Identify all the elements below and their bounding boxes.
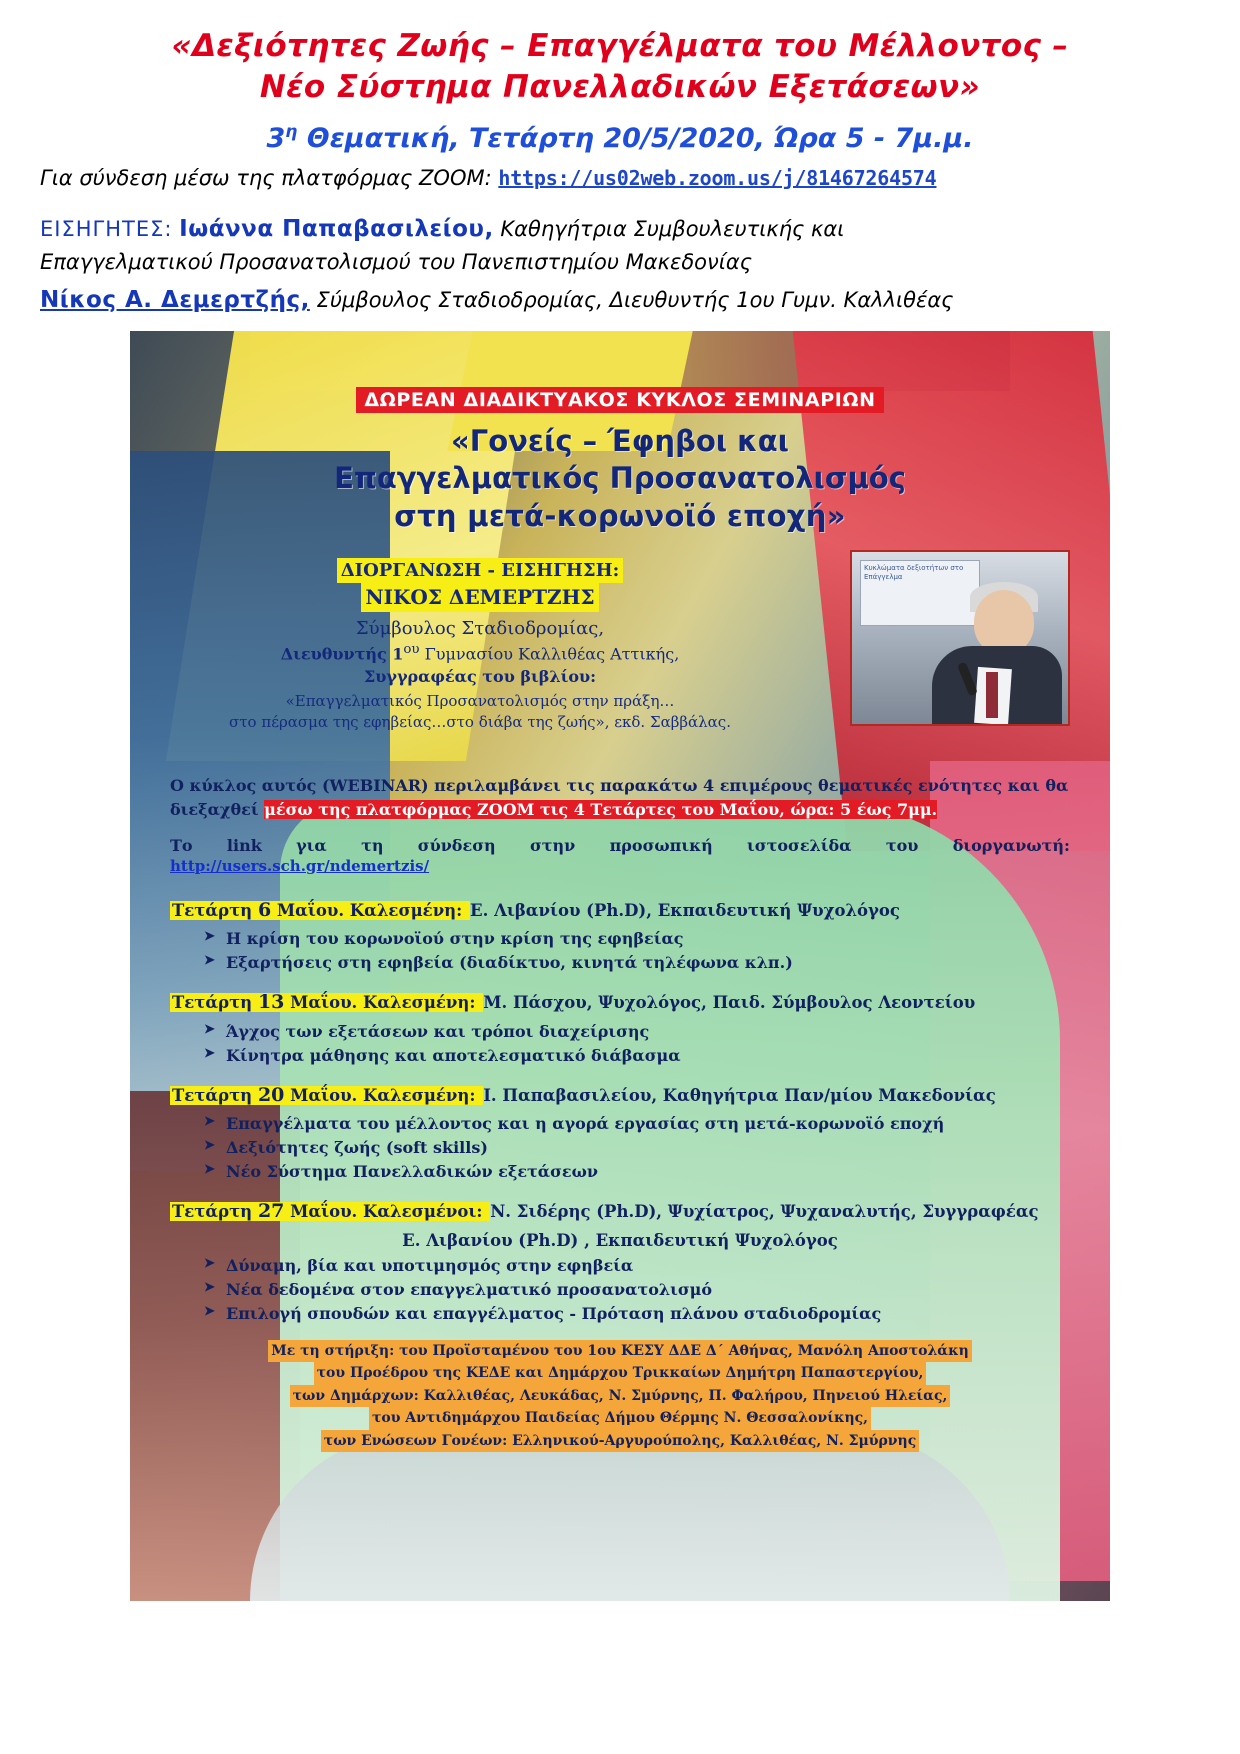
session-2-bullets xyxy=(204,1020,1070,1068)
subtitle-ordinal: η xyxy=(285,121,298,142)
list-item: ➤ Άγχος των εξετάσεων και τρόποι διαχείρισης xyxy=(204,1020,1070,1044)
support-line-3: των Δημάρχων: Καλλιθέας, Λευκάδας, Ν. Σμύρνης, Π. Φαλήρου, Πηνειού Ηλείας, xyxy=(290,1385,951,1407)
session-item xyxy=(170,897,1070,976)
organizer-position-prefix: Διευθυντής 1 xyxy=(280,644,404,664)
session-1-guest: Ε. Λιβανίου (Ph.D), Εκπαιδευτική Ψυχολόγος xyxy=(470,900,900,920)
list-item: ➤ Κίνητρα μάθησης και αποτελεσματικό διάβασμα xyxy=(204,1044,1070,1068)
session-3-date-rest: Μαΐου. Καλεσμένη: xyxy=(284,1085,482,1105)
organizer-name-text: ΝΙΚΟΣ ΔΕΜΕΡΤΖΗΣ xyxy=(361,583,598,611)
personal-site-line xyxy=(170,836,1070,855)
site-line-word-2: για xyxy=(296,835,327,855)
session-4-bullets xyxy=(204,1254,1070,1326)
poster-title xyxy=(170,423,1070,536)
support-block xyxy=(170,1340,1070,1452)
session-3-guest: Ι. Παπαβασιλείου, Καθηγήτρια Παν/μίου Μακεδονίας xyxy=(483,1085,996,1105)
book-title-line2: στο πέρασμα της εφηβείας…στο διάβα της ζωής», εκδ. Σαββάλας. xyxy=(229,713,731,732)
session-4-guest-2 xyxy=(170,1231,1070,1250)
page-title-line1: «Δεξιότητες Ζωής – Επαγγέλματα του Μέλλοντος – xyxy=(171,28,1069,64)
site-line-word-0: Το xyxy=(170,835,193,855)
session-4-guest-2-text: Ε. Λιβανίου (Ph.D) , Εκπαιδευτική Ψυχολόγος xyxy=(402,1231,838,1251)
session-2-guest: Μ. Πάσχου, Ψυχολόγος, Παιδ. Σύμβουλος Λεοντείου xyxy=(483,993,976,1013)
subtitle-number: 3 xyxy=(266,122,286,154)
organizer-block xyxy=(170,558,1070,748)
poster-banner xyxy=(170,387,1070,413)
session-1-date-rest: Μαΐου. Καλεσμένη: xyxy=(271,900,468,920)
poster-container xyxy=(130,331,1110,1601)
session-1-date-prefix: Τετάρτη xyxy=(172,900,258,920)
speaker-row-2 xyxy=(40,285,1200,317)
session-heading xyxy=(170,897,1070,924)
speaker-1-role-cont: Επαγγελματικού Προσανατολισμού του Πανεπιστημίου Μακεδονίας xyxy=(40,249,753,274)
webinar-description-line1: Ο κύκλος αυτός (WEBINAR) περιλαμβάνει τις παρακάτω 4 επιμέρους θεματικές ενότητες και θα xyxy=(170,775,1069,795)
site-line-word-7: ιστοσελίδα xyxy=(747,835,852,855)
site-line-word-1: link xyxy=(226,835,262,855)
site-line-word-4: σύνδεση xyxy=(417,835,496,855)
site-line-word-8: του xyxy=(885,835,919,855)
poster-title-line2: Επαγγελματικός Προσανατολισμός xyxy=(334,461,906,496)
support-line-4: του Αντιδημάρχου Παιδείας Δήμου Θέρμης Ν. Θεσσαλονίκης, xyxy=(369,1407,871,1429)
session-heading xyxy=(170,989,1070,1016)
sessions-list xyxy=(170,897,1070,1326)
zoom-meeting-link[interactable]: https://us02web.zoom.us/j/81467264574 xyxy=(498,165,937,190)
organizer-role: Σύμβουλος Σταδιοδρομίας, xyxy=(355,617,605,639)
speaker-row-1 xyxy=(40,214,1200,246)
list-item: ➤ Νέα δεδομένα στον επαγγελματικό προσανατολισμό xyxy=(204,1278,1070,1302)
session-3-date-prefix: Τετάρτη xyxy=(172,1085,258,1105)
support-line-1: Με τη στήριξη: του Προϊσταμένου του 1ου ΚΕΣΥ ΔΔΕ Δ΄ Αθήνας, Μανόλη Αποστολάκη xyxy=(268,1340,972,1362)
session-2-date-prefix: Τετάρτη xyxy=(172,993,258,1013)
speakers-label: ΕΙΣΗΓΗΤΕΣ: xyxy=(40,217,173,242)
zoom-label: Για σύνδεση μέσω της πλατφόρμας ZOOM: xyxy=(40,165,499,190)
speaker-2-name: Νίκος Α. Δεμερτζής, xyxy=(40,286,310,313)
page-title-line2: Νέο Σύστημα Πανελλαδικών Εξετάσεων» xyxy=(259,68,981,105)
session-heading xyxy=(170,1198,1070,1225)
session-subtitle xyxy=(40,122,1200,154)
poster-title-line1: «Γονείς – Έφηβοι και xyxy=(451,423,789,458)
session-2-date-rest: Μαΐου. Καλεσμένη: xyxy=(284,993,482,1013)
speaker-2-role: Σύμβουλος Σταδιοδρομίας, Διευθυντής 1ου Γυμν. Καλλιθέας xyxy=(316,287,954,312)
poster-title-line3: στη μετά-κορωνοϊό εποχή» xyxy=(394,498,846,533)
session-heading xyxy=(170,1082,1070,1109)
photo-tie xyxy=(986,672,998,718)
presentation-screen: Κυκλώματα δεξιοτήτων στο Επάγγελμα xyxy=(860,560,980,626)
session-4-date-num: 27 xyxy=(257,1200,285,1223)
site-line-word-3: τη xyxy=(361,835,384,855)
subtitle-text: Θεματική, Τετάρτη 20/5/2020, Ώρα 5 - 7μ.μ. xyxy=(297,122,974,154)
session-3-bullets xyxy=(204,1112,1070,1184)
organizer-position-sup: ου xyxy=(403,642,420,658)
webinar-schedule-highlight: μέσω της πλατφόρμας ZOOM τις 4 Τετάρτες του Μαΐου, ώρα: 5 έως 7μμ. xyxy=(264,799,938,819)
organizer-site-link[interactable]: http://users.sch.gr/ndemertzis/ xyxy=(170,856,430,875)
site-line-word-9: διοργανωτή: xyxy=(952,835,1070,855)
speaker-photo xyxy=(850,550,1070,726)
webinar-description-line2 xyxy=(170,798,1070,822)
list-item: ➤ Επαγγέλματα του μέλλοντος και η αγορά εργασίας στη μετά-κορωνοϊό εποχή xyxy=(204,1112,1070,1136)
session-1-date-num: 6 xyxy=(257,898,272,921)
seminar-poster xyxy=(130,331,1110,1601)
speaker-1-name: Ιωάννα Παπαβασιλείου, xyxy=(179,216,494,243)
session-4-guest: Ν. Σιδέρης (Ph.D), Ψυχίατρος, Ψυχαναλυτής, Συγγραφέας xyxy=(490,1202,1039,1222)
speaker-row-1b xyxy=(40,248,1200,277)
session-item xyxy=(170,989,1070,1068)
session-3-date-num: 20 xyxy=(257,1083,285,1106)
organizer-position-rest: Γυμνασίου Καλλιθέας Αττικής, xyxy=(419,644,680,664)
support-line-2: του Προέδρου της ΚΕΔΕ και Δημάρχου Τρικκαίων Δημήτρη Παπαστεργίου, xyxy=(314,1362,927,1384)
zoom-connection-line xyxy=(40,164,1200,192)
organizer-details xyxy=(170,558,790,734)
support-line-5: των Ενώσεων Γονέων: Ελληνικού-Αργυρούπολης, Καλλιθέας, Ν. Σμύρνης xyxy=(321,1430,919,1452)
session-4-date-prefix: Τετάρτη xyxy=(172,1202,258,1222)
list-item: ➤ Η κρίση του κορωνοϊού στην κρίση της εφηβείας xyxy=(204,927,1070,951)
poster-banner-text: ΔΩΡΕΑΝ ΔΙΑΔΙΚΤΥΑΚΟΣ ΚΥΚΛΟΣ ΣΕΜΙΝΑΡΙΩΝ xyxy=(356,387,883,413)
organizer-name xyxy=(170,583,790,611)
list-item: ➤ Εξαρτήσεις στη εφηβεία (διαδίκτυο, κινητά τηλέφωνα κλπ.) xyxy=(204,951,1070,975)
photo-head xyxy=(974,590,1034,654)
session-4-date-rest: Μαΐου. Καλεσμένοι: xyxy=(284,1202,489,1222)
list-item: ➤ Νέο Σύστημα Πανελλαδικών εξετάσεων xyxy=(204,1160,1070,1184)
organizer-label xyxy=(170,558,790,584)
document-header xyxy=(0,0,1240,317)
site-line-word-6: προσωπική xyxy=(609,835,713,855)
webinar-description xyxy=(170,774,1070,822)
speakers-block xyxy=(40,214,1200,316)
site-line-word-5: στην xyxy=(529,835,576,855)
poster-content xyxy=(130,331,1110,1601)
book-title-line1: «Επαγγελματικός Προσανατολισμός στην πράξη… xyxy=(285,691,675,710)
list-item: ➤ Δεξιότητες ζωής (soft skills) xyxy=(204,1136,1070,1160)
session-item xyxy=(170,1082,1070,1185)
organizer-position xyxy=(170,641,790,666)
page-title xyxy=(40,26,1200,108)
organizer-author-label: Συγγραφέας του βιβλίου: xyxy=(363,667,597,687)
organizer-label-text: ΔΙΟΡΓΑΝΩΣΗ - ΕΙΣΗΓΗΣΗ: xyxy=(337,558,624,584)
list-item: ➤ Δύναμη, βία και υποτιμησμός στην εφηβεία xyxy=(204,1254,1070,1278)
session-item xyxy=(170,1198,1070,1326)
session-1-bullets xyxy=(204,927,1070,975)
webinar-description-prefix: διεξαχθεί xyxy=(170,799,265,819)
speaker-1-role: Καθηγήτρια Συμβουλευτικής και xyxy=(500,217,845,242)
session-2-date-num: 13 xyxy=(257,991,285,1014)
list-item: ➤ Επιλογή σπουδών και επαγγέλματος - Πρόταση πλάνου σταδιοδρομίας xyxy=(204,1302,1070,1326)
